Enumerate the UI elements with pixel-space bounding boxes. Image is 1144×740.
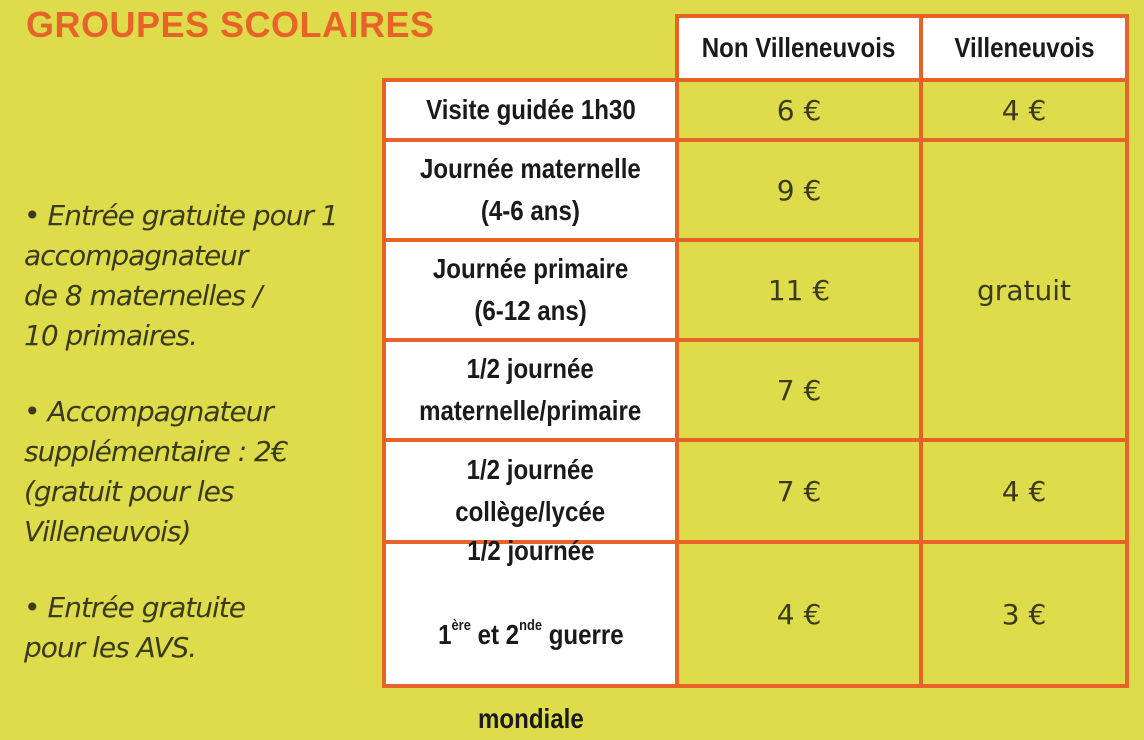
header-non-villeneuvois	[675, 14, 923, 82]
bullet-icon: •	[24, 591, 40, 624]
price-guerre-villeneuvois: 3 €	[919, 540, 1129, 688]
row-label-visite	[382, 78, 679, 142]
row-label: Visite guidée 1h30	[425, 94, 636, 125]
note-item	[24, 392, 374, 552]
price-merged-villeneuvois: gratuit	[919, 138, 1129, 442]
row-label	[438, 488, 624, 740]
row-label: 1/2 journée maternelle/primaire	[419, 353, 642, 426]
row-label: Journée primaire (6-12 ans)	[432, 253, 629, 326]
row-label-demi-journee-mat-prim	[382, 338, 679, 442]
row-label-superscript: nde	[518, 617, 542, 634]
note-item	[24, 588, 374, 668]
header-villeneuvois	[919, 14, 1129, 82]
row-label: 1/2 journée collège/lycée	[455, 454, 606, 527]
price-visite-villeneuvois: 4 €	[919, 78, 1129, 142]
row-label-line: 1/2 journée	[466, 535, 595, 566]
row-label-text: guerre	[541, 619, 624, 650]
price-visite-non-villeneuvois: 6 €	[675, 78, 923, 142]
price-college-villeneuvois: 4 €	[919, 438, 1129, 544]
bullet-icon: •	[24, 199, 40, 232]
header-label: Villeneuvois	[953, 32, 1095, 63]
note-text: Entrée gratuite pour les AVS.	[24, 591, 245, 664]
bullet-icon: •	[24, 395, 40, 428]
price-primaire-non-villeneuvois: 11 €	[675, 238, 923, 342]
row-label-journee-maternelle	[382, 138, 679, 242]
price-demi-mat-prim-non-villeneuvois: 7 €	[675, 338, 923, 442]
header-label: Non Villeneuvois	[702, 32, 896, 63]
price-maternelle-non-villeneuvois: 9 €	[675, 138, 923, 242]
note-item	[24, 196, 374, 356]
row-label-superscript: ère	[451, 617, 471, 634]
row-label-demi-journee-guerre	[382, 535, 679, 734]
price-guerre-non-villeneuvois: 4 €	[675, 540, 923, 688]
notes-list	[24, 196, 374, 704]
price-college-non-villeneuvois: 7 €	[675, 438, 923, 544]
page-title: GROUPES SCOLAIRES	[26, 4, 435, 45]
row-label-journee-primaire	[382, 238, 679, 342]
row-label-text: et 2	[470, 619, 519, 650]
note-text: Entrée gratuite pour 1 accompagnateur de 8 maternelles / 10 primaires.	[24, 199, 338, 352]
row-label: Journée maternelle (4-6 ans)	[420, 153, 641, 226]
row-label-line: mondiale	[477, 703, 584, 734]
row-label-text: 1	[437, 619, 452, 650]
note-text: Accompagnateur supplémentaire : 2€ (gratuit pour les Villeneuvois)	[24, 395, 288, 548]
